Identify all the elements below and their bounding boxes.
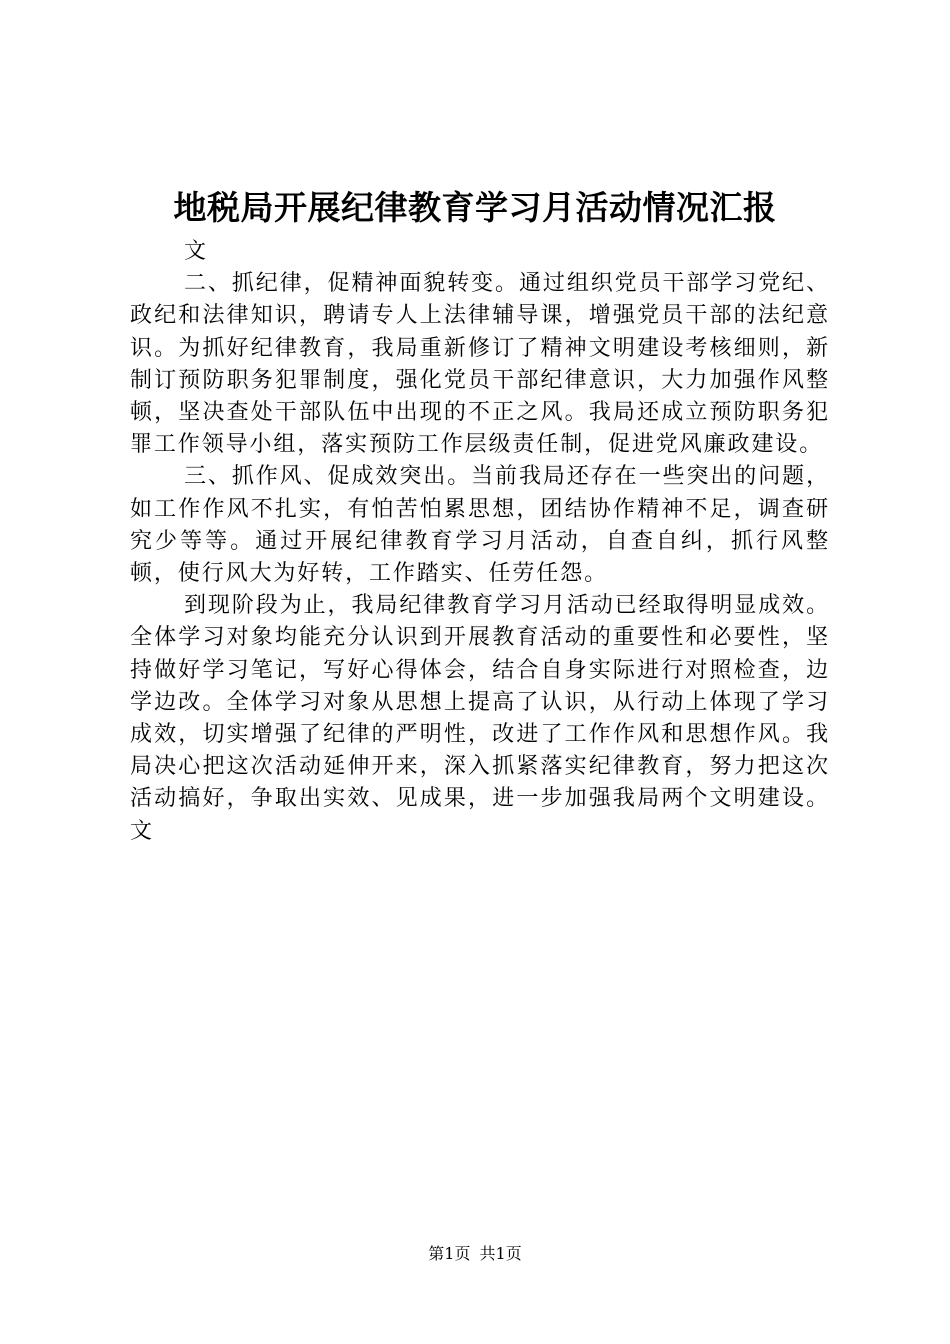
paragraph-2: 二、抓纪律，促精神面貌转变。通过组织党员干部学习党纪、政纪和法律知识，聘请专人上法律辅导课，增强党员干部的法纪意识。为抓好纪律教育，我局重新修订了精神文明建设考核细则，新制订预防职务犯罪制度，强化党员干部纪律意识，大力加强作风整顿，坚决查处干部队伍中出现的不正之风。我局还成立预防职务犯罪工作领导小组，落实预防工作层级责任制，促进党风廉政建设。: [130, 271, 830, 458]
page-number-total: 共1页: [479, 1244, 522, 1263]
paragraph-4: 到现阶段为止，我局纪律教育学习月活动已经取得明显成效。全体学习对象均能充分认识到开展教育活动的重要性和必要性，坚持做好学习笔记，写好心得体会，结合自身实际进行对照检查，边学边改。全体学习对象从思想上提高了认识，从行动上体现了学习成效，切实增强了纪律的严明性，改进了工作作风和思想作风。我局决心把这次活动延伸开来，深入抓紧落实纪律教育，努力把这次活动搞好，争取出实效、见成果，进一步加强我局两个文明建设。文: [130, 593, 830, 844]
document-title: 地税局开展纪律教育学习月活动情况汇报: [173, 188, 777, 227]
page-footer: [0, 1244, 950, 1264]
page-number-current: 第1页: [428, 1244, 471, 1263]
paragraph-3: 三、抓作风、促成效突出。当前我局还存在一些突出的问题，如工作作风不扎实，有怕苦怕累思想，团结协作精神不足，调查研究少等等。通过开展纪律教育学习月活动，自查自纠，抓行风整顿，使行风大为好转，工作踏实、任劳任怨。: [130, 464, 830, 587]
document-body: [130, 236, 830, 848]
paragraph-1: 文: [184, 239, 208, 264]
